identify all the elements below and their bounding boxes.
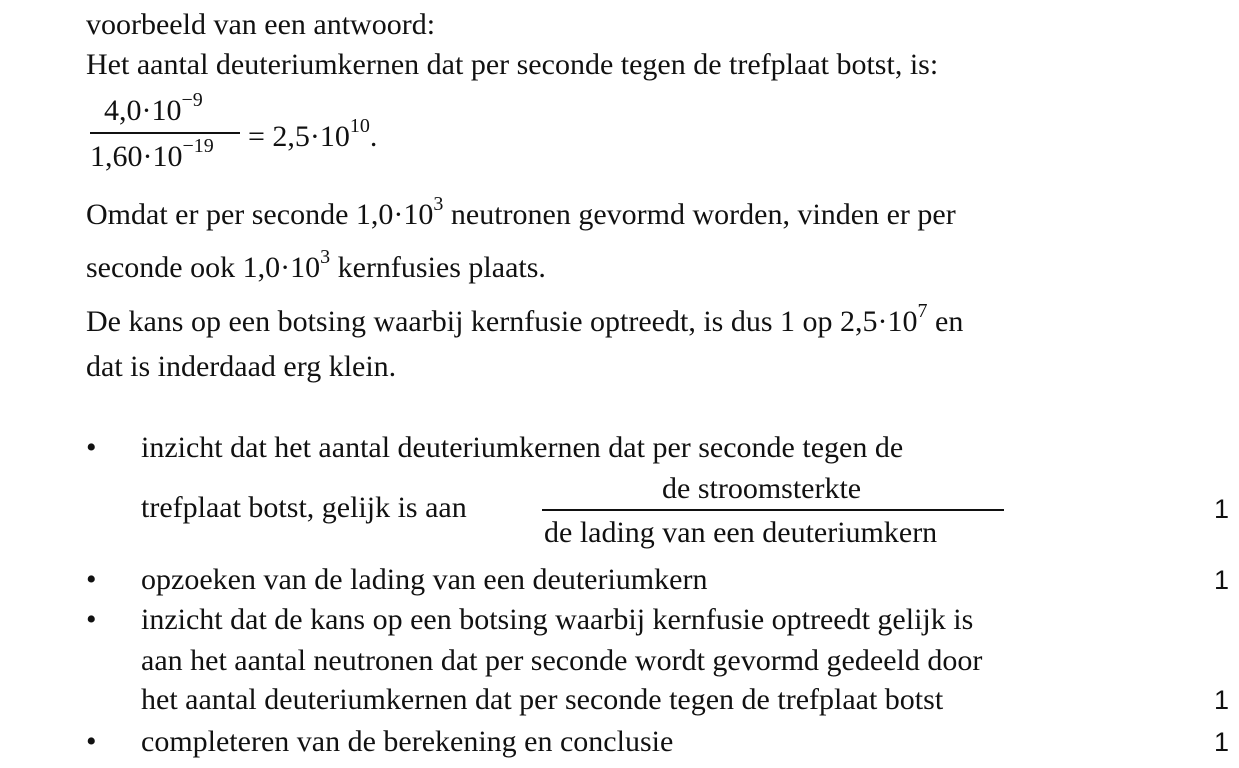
- paragraph-neutrons-line2: seconde ook $1,0\cdot 10^3$ kernfusies plaats.: [86, 246, 546, 284]
- criterion-1-line2: trefplaat botst, gelijk is aan: [141, 491, 467, 524]
- bullet-icon: •: [86, 431, 97, 464]
- criterion-1-fraction-numerator: de stroomsterkte: [662, 472, 862, 505]
- criterion-4-line1: completeren van de berekening en conclusie: [141, 725, 674, 758]
- paragraph-neutrons-line1: Omdat er per seconde $1,0\cdot 10^3$ neutronen gevormd worden, vinden er per: [86, 193, 956, 231]
- fraction-bar: [90, 132, 240, 134]
- criterion-2-score: 1: [1213, 565, 1229, 595]
- criterion-2-line1: opzoeken van de lading van een deuteriumkern: [141, 563, 708, 596]
- criterion-1-fraction-denominator: de lading van een deuteriumkern: [544, 516, 938, 549]
- bullet-icon: •: [86, 563, 97, 596]
- criterion-1-fraction-bar: [542, 509, 1004, 511]
- equation-denominator: $1,60\cdot 10^{-19}$: [90, 135, 214, 173]
- equation-result: = $2,5\cdot 10^{10}$.: [248, 115, 378, 153]
- criterion-3-line1: inzicht dat de kans op een botsing waarbij kernfusie optreedt gelijk is: [141, 603, 974, 636]
- criterion-3-line3: het aantal deuteriumkernen dat per seconde tegen de trefplaat botst: [141, 683, 944, 716]
- criterion-1-line1: inzicht dat het aantal deuteriumkernen dat per seconde tegen de: [141, 431, 904, 464]
- equation-numerator: $4,0\cdot 10^{-9}$: [104, 89, 203, 127]
- equation-deuterium-rate: [86, 89, 246, 182]
- paragraph-probability-line1: De kans op een botsing waarbij kernfusie optreedt, is dus 1 op $2,5\cdot 10^7$ en: [86, 300, 964, 338]
- criterion-4-score: 1: [1213, 727, 1229, 757]
- criterion-1-score: 1: [1213, 494, 1229, 524]
- paragraph-deuterium-count: Het aantal deuteriumkernen dat per seconde tegen de trefplaat botst, is:: [86, 48, 939, 81]
- criterion-3-score: 1: [1213, 685, 1229, 715]
- answer-heading: voorbeeld van een antwoord:: [86, 8, 436, 41]
- criterion-3-line2: aan het aantal neutronen dat per seconde wordt gevormd gedeeld door: [141, 644, 983, 677]
- criterion-1-fraction: [540, 472, 1010, 552]
- paragraph-probability-line2: dat is inderdaad erg klein.: [86, 350, 397, 383]
- bullet-icon: •: [86, 603, 97, 636]
- bullet-icon: •: [86, 725, 97, 758]
